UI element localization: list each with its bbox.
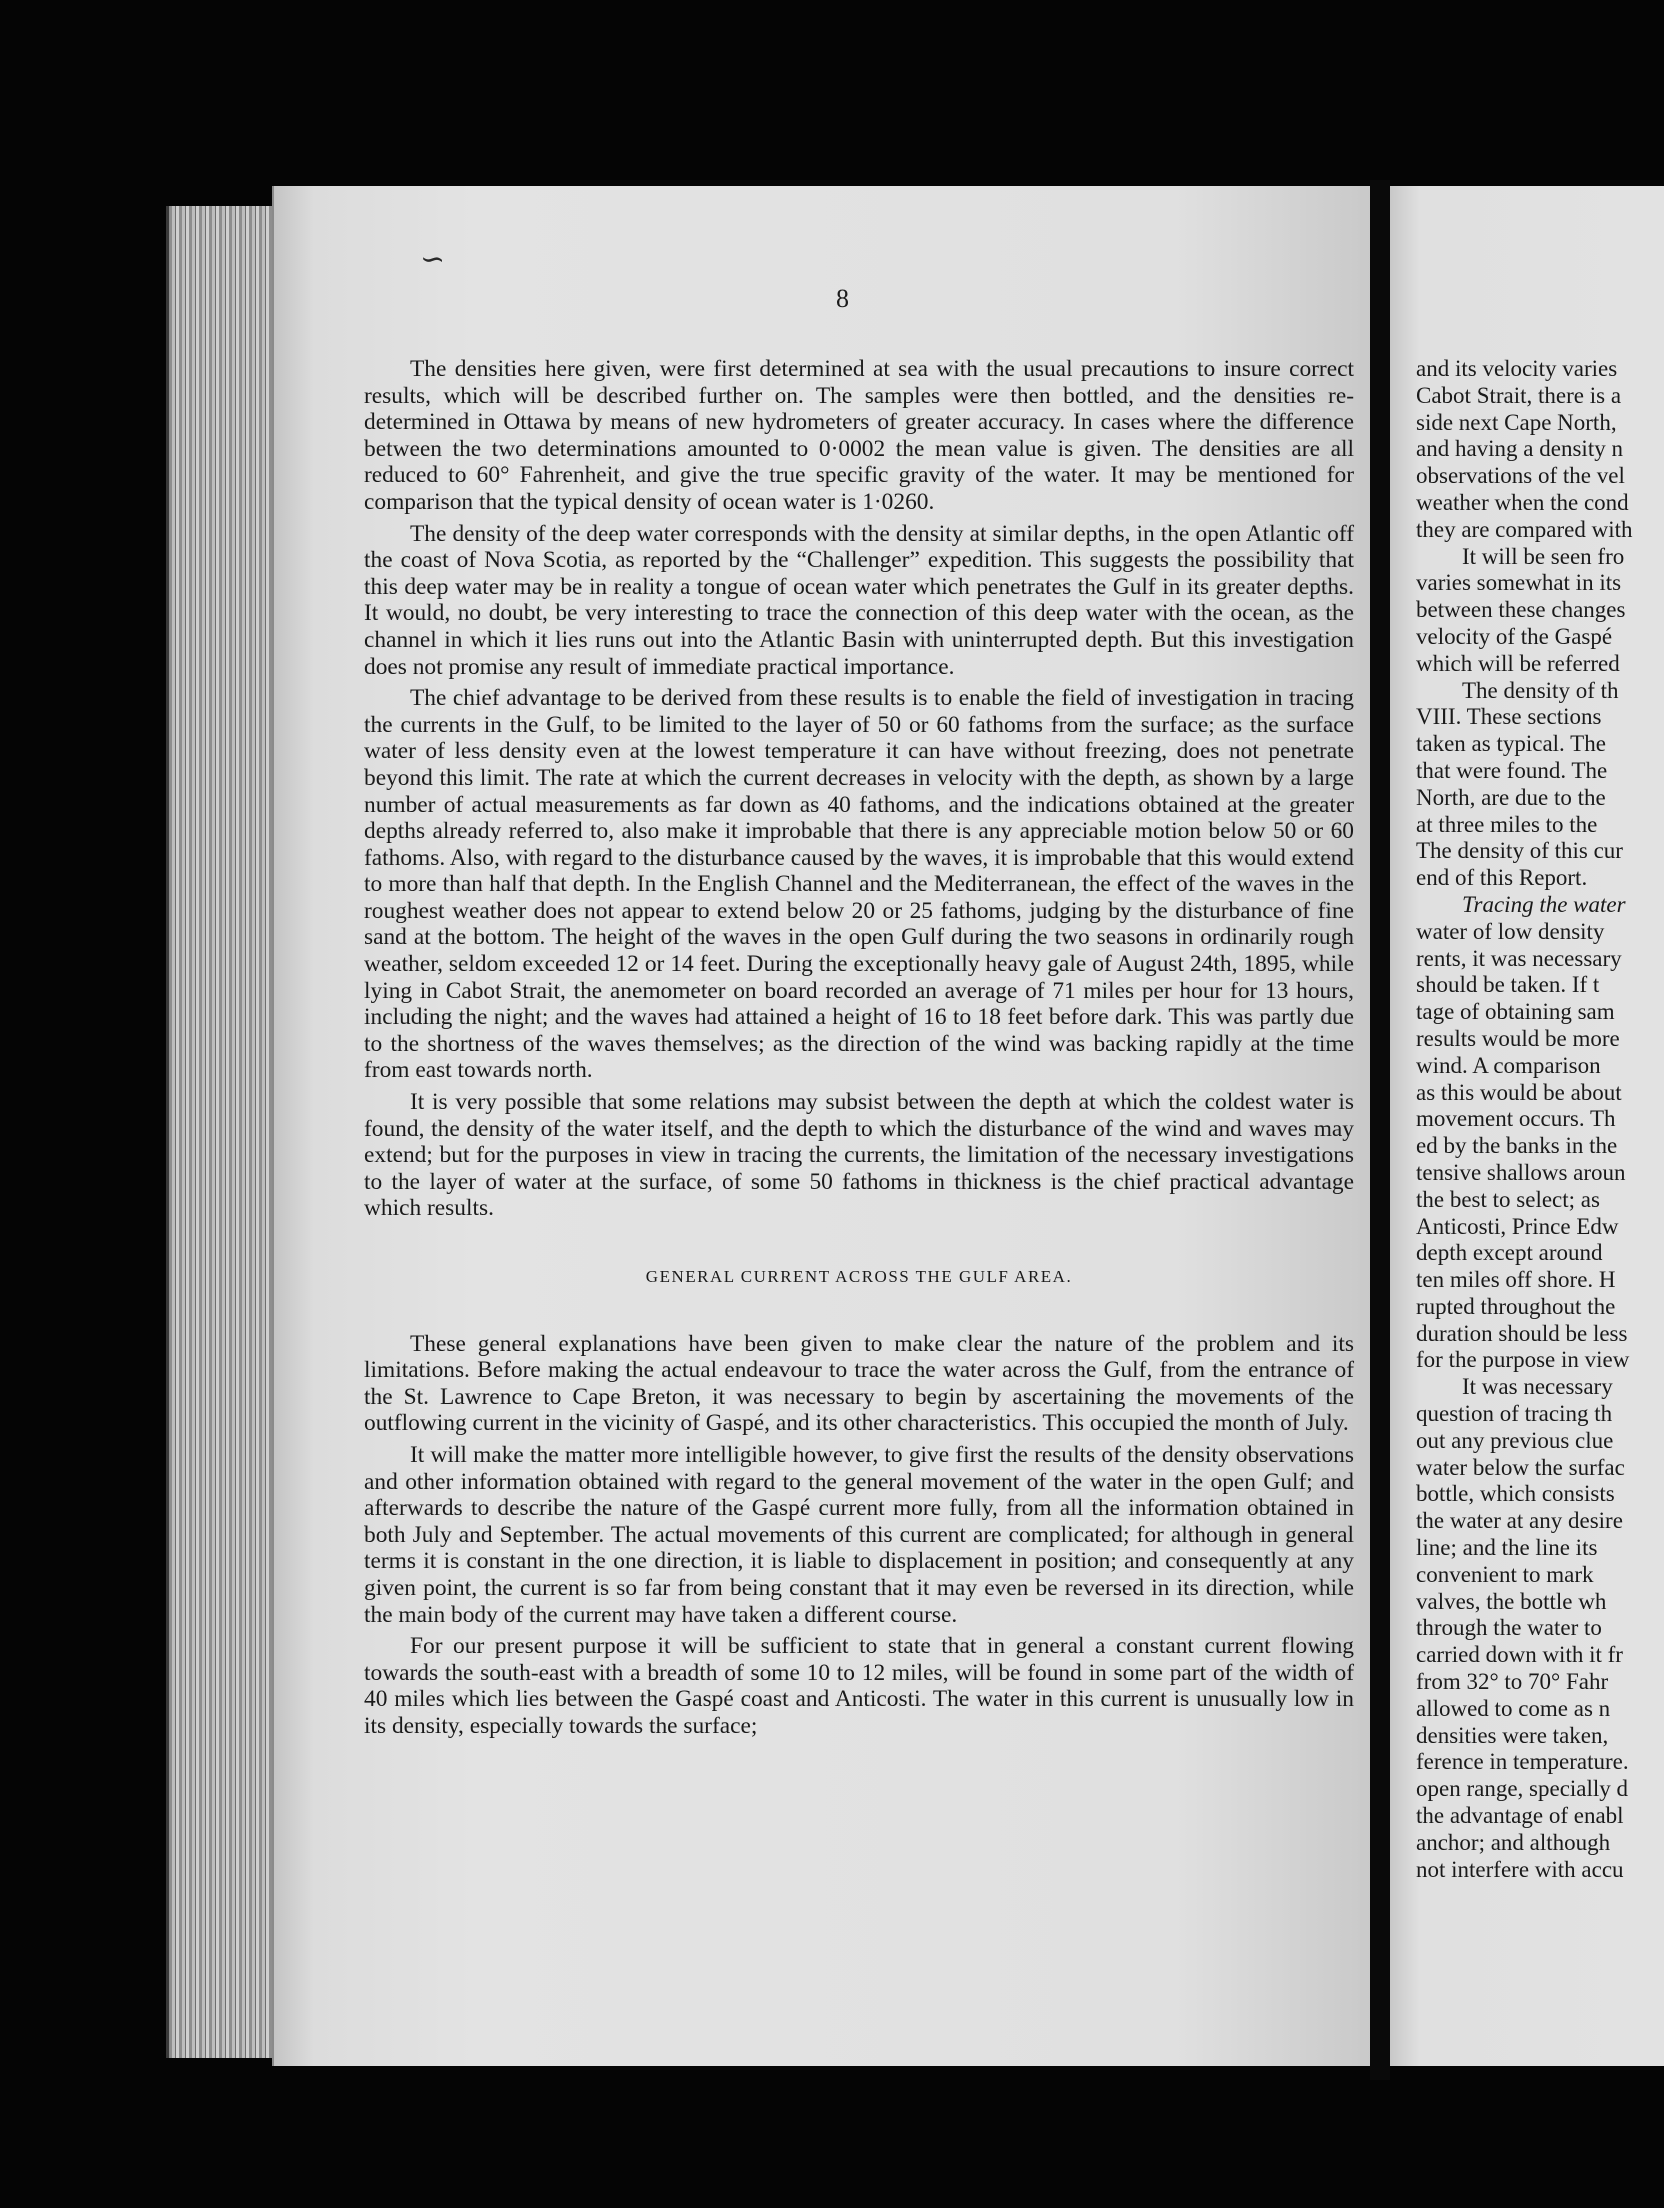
- right-page-column: [1390, 186, 1664, 2066]
- right-page-line: Anticosti, Prince Edw: [1416, 1213, 1619, 1239]
- right-page-line: North, are due to the: [1416, 784, 1606, 810]
- right-page-line: Cabot Strait, there is a: [1416, 382, 1622, 408]
- paragraph: The densities here given, were first determined at sea with the usual precautions to insure correct results, which will be described further on. The samples were then bottled, and the densities re-determined in Ottawa by means of new hydrometers of greater accuracy. In cases where the difference between the two determinations amounted to 0·0002 the mean value is given. The densities are all reduced to 60° Fahrenheit, and give the true specific gravity of the water. It may be mentioned for comparison that the typical density of ocean water is 1·0260.: [364, 356, 1354, 515]
- right-page-line: tage of obtaining sam: [1416, 999, 1615, 1025]
- right-page-line: open range, specially d: [1416, 1776, 1629, 1802]
- right-page-line: water of low density: [1416, 918, 1605, 944]
- right-page-line: Tracing the water: [1462, 891, 1626, 917]
- right-page-line: the advantage of enabl: [1416, 1803, 1624, 1829]
- right-page-line: which will be referred: [1416, 650, 1620, 676]
- right-page-line: weather when the cond: [1416, 489, 1629, 515]
- right-page-line: duration should be less: [1416, 1320, 1628, 1346]
- paragraph: The chief advantage to be derived from these results is to enable the field of investigation in tracing the currents in the Gulf, to be limited to the layer of 50 or 60 fathoms from the surface; as the surface water of less density even at the lowest temperature it can have without freezing, does not penetrate beyond this limit. The rate at which the current decreases in velocity with the depth, as shown by a large number of actual measurements as far down as 40 fathoms, and the indications obtained at the greater depths already referred to, also make it improbable that there is any appreciable motion below 50 or 60 fathoms. Also, with regard to the disturbance caused by the waves, it is improbable that this would extend to more than half that depth. In the English Channel and the Mediterranean, the effect of the waves in the roughest weather does not appear to extend below 20 or 25 fathoms, judging by the disturbance of fine sand at the bottom. The height of the waves in the open Gulf during the two seasons in ordinarily rough weather, seldom exceeded 12 or 14 feet. During the exceptionally heavy gale of August 24th, 1895, while lying in Cabot Strait, the anemometer on board recorded an average of 71 miles per hour for 13 hours, including the night; and the waves had attained a height of 16 to 18 feet before dark. This was partly due to the shortness of the waves themselves; as the direction of the wind was backing rapidly at the time from east towards north.: [364, 685, 1354, 1084]
- right-page-line: should be taken. If t: [1416, 972, 1600, 998]
- paragraph: These general explanations have been given to make clear the nature of the problem and its limitations. Before making the actual endeavour to trace the water across the Gulf, from the entrance of the St. Lawrence to Cape Breton, it was necessary to begin by ascertaining the movements of the outflowing current in the vicinity of Gaspé, and its other characteristics. This occupied the month of July.: [364, 1330, 1354, 1437]
- right-page-line: The density of th: [1462, 677, 1619, 703]
- paragraph: It is very possible that some relations may subsist between the depth at which the coldest water is found, the density of the water itself, and the depth to which the disturbance of the wind and waves may extend; but for the purposes in view in tracing the currents, the limitation of the necessary investigations to the layer of water at the surface, of some 50 fathoms in thickness is the chief practical advantage which results.: [364, 1089, 1354, 1222]
- book-gutter: [1370, 180, 1390, 2080]
- right-page-line: ference in temperature.: [1416, 1749, 1629, 1775]
- right-page-line: the water at any desire: [1416, 1508, 1623, 1534]
- right-page-line: wind. A comparison: [1416, 1052, 1601, 1078]
- right-page-line: as this would be about: [1416, 1079, 1622, 1105]
- right-page-line: bottle, which consists: [1416, 1481, 1615, 1507]
- pencil-mark-icon: ∽: [420, 243, 446, 276]
- right-page-line: ten miles off shore. H: [1416, 1267, 1616, 1293]
- right-page-line: and having a density n: [1416, 436, 1623, 462]
- right-page-line: The density of this cur: [1416, 838, 1623, 864]
- right-page-line: tensive shallows aroun: [1416, 1159, 1626, 1185]
- right-page-line: observations of the vel: [1416, 463, 1625, 489]
- right-page-line: depth except around: [1416, 1240, 1603, 1266]
- right-page-line: taken as typical. The: [1416, 731, 1606, 757]
- paragraph: For our present purpose it will be sufficient to state that in general a constant current flowing towards the south-east with a breadth of some 10 to 12 miles, will be found in some part of the width of 40 miles which lies between the Gaspé coast and Anticosti. The water in this current is unusually low in its density, especially towards the surface;: [364, 1633, 1354, 1739]
- right-page-line: out any previous clue: [1416, 1427, 1614, 1453]
- right-page-line: that were found. The: [1416, 757, 1608, 783]
- right-page-line: densities were taken,: [1416, 1722, 1609, 1748]
- right-page-line: carried down with it fr: [1416, 1642, 1623, 1668]
- right-page-line: and its velocity varies: [1416, 356, 1618, 381]
- right-page-line: question of tracing th: [1416, 1401, 1613, 1427]
- right-page-line: It was necessary: [1462, 1374, 1613, 1400]
- book-page-edges: [166, 206, 277, 2058]
- right-page-line: for the purpose in view: [1416, 1347, 1630, 1373]
- right-page-line: side next Cape North,: [1416, 409, 1617, 435]
- right-page-line: It will be seen fro: [1462, 543, 1625, 569]
- right-page-line: rents, it was necessary: [1416, 945, 1622, 971]
- right-page-line: results would be more: [1416, 1025, 1620, 1051]
- section-heading: GENERAL CURRENT ACROSS THE GULF AREA.: [645, 1267, 1073, 1286]
- left-page-text: [364, 356, 1354, 1745]
- paragraph: It will make the matter more intelligible however, to give first the results of the density observations and other information obtained with regard to the general movement of the water in the open Gulf; and afterwards to describe the nature of the Gaspé current more fully, from all the information obtained in both July and September. The actual movements of this current are complicated; for although in general terms it is constant in the one direction, it is liable to displacement in position; and consequently at any given point, the current is so far from being constant that it may even be reversed in its direction, while the main body of the current may have taken a different course.: [364, 1441, 1354, 1628]
- right-page-line: allowed to come as n: [1416, 1695, 1611, 1721]
- right-page-line: convenient to mark: [1416, 1561, 1594, 1587]
- right-page-line: end of this Report.: [1416, 865, 1588, 891]
- right-page-line: from 32° to 70° Fahr: [1416, 1669, 1609, 1695]
- right-page-line: the best to select; as: [1416, 1186, 1600, 1212]
- right-page-line: line; and the line its: [1416, 1535, 1598, 1561]
- right-page-line: VIII. These sections: [1416, 704, 1602, 730]
- paragraph: The density of the deep water corresponds with the density at similar depths, in the open Atlantic off the coast of Nova Scotia, as reported by the “Challenger” expedition. This suggests the possibility that this deep water may be in reality a tongue of ocean water which penetrates the Gulf in its greater depths. It would, no doubt, be very interesting to trace the connection of this deep water with the ocean, as the channel in which it lies runs out into the Atlantic Basin with uninterrupted depth. But this investigation does not promise any result of immediate practical importance.: [364, 520, 1354, 680]
- right-page-line: at three miles to the: [1416, 811, 1598, 837]
- right-page-line: between these changes: [1416, 597, 1626, 623]
- right-page-line: movement occurs. Th: [1416, 1106, 1616, 1132]
- right-page-line: velocity of the Gaspé: [1416, 623, 1613, 649]
- right-page-line: water below the surfac: [1416, 1454, 1625, 1480]
- right-page-line: valves, the bottle wh: [1416, 1588, 1607, 1614]
- right-page-line: ed by the banks in the: [1416, 1133, 1618, 1159]
- page-number: 8: [836, 284, 849, 313]
- right-page-line: rupted throughout the: [1416, 1293, 1616, 1319]
- right-page-line: anchor; and although: [1416, 1829, 1611, 1855]
- right-page-line: they are compared with: [1416, 516, 1633, 542]
- right-page-line: through the water to: [1416, 1615, 1602, 1641]
- right-page-text: [1416, 356, 1664, 1883]
- right-page-line: varies somewhat in its: [1416, 570, 1622, 596]
- right-page-line: not interfere with accu: [1416, 1856, 1624, 1882]
